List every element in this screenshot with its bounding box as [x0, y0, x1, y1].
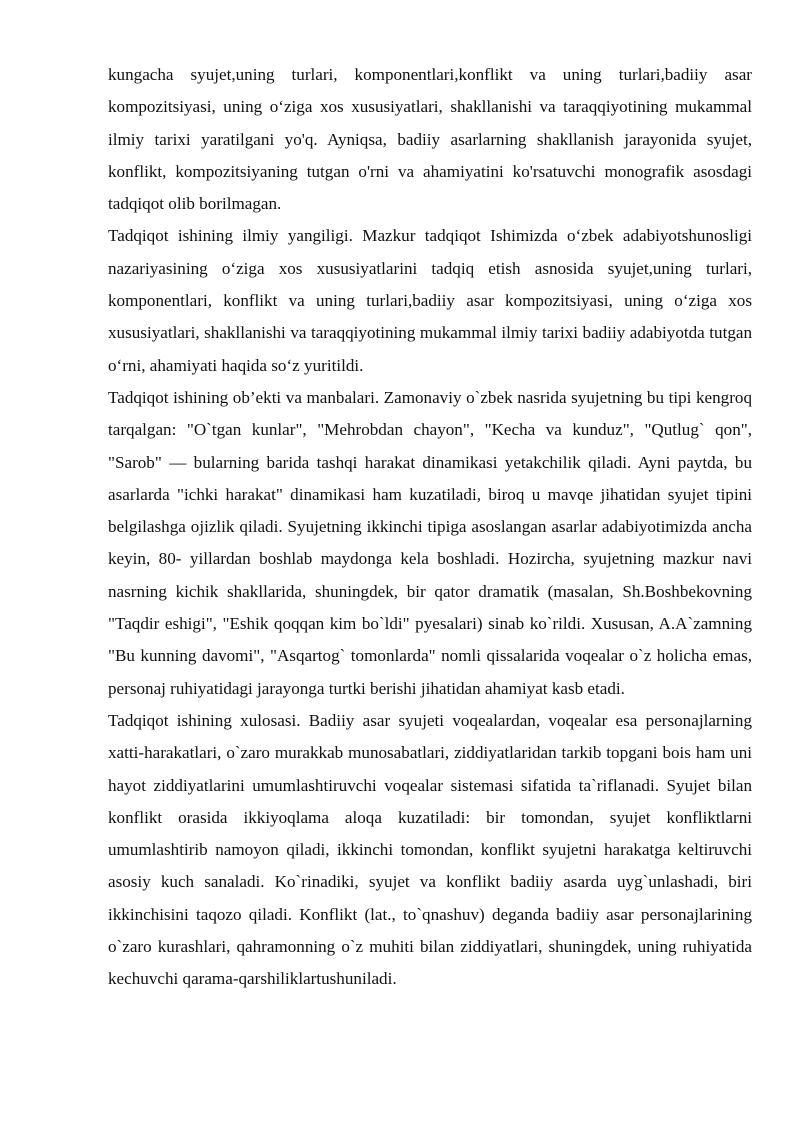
paragraph-conclusion: Tadqiqot ishining xulosasi. Badiiy asar syujeti voqealardan, voqealar esa personajlarning xatti-harakatlari, o`zaro murakkab munosabatlari, ziddiyatlaridan tarkib topgani bois ham uni hayot ziddiyatlarini umumlashtiruvchi voqealar sistemasi sifatida ta`riflanadi. Syujet bilan konflikt orasida ikkiyoqlama aloqa kuzatiladi: bir tomondan, syujet konfliktlarni umumlashtirib namoyon qiladi, ikkinchi tomondan, konflikt syujetni harakatga keltiruvchi asosiy kuch sanaladi. Ko`rinadiki, syujet va konflikt badiiy asarda uyg`unlashadi, biri ikkinchisini taqozo qiladi. Konflikt (lat., to`qnashuv) deganda badiiy asar personajlarining o`zaro kurashlari, qahramonning o`z muhiti bilan ziddiyatlari, shuningdek, uning ruhiyatida kechuvchi qarama-qarshiliklartushuniladi.: [108, 710, 752, 989]
paragraph-intro-continuation: kungacha syujet,uning turlari, komponentlari,konflikt va uning turlari,badiiy asar kompozitsiyasi, uning o‘ziga xos xususiyatlari, shakllanishi va taraqqiyotining mukammal ilmiy tarixi yaratilgani yo'q. Ayniqsa, badiiy asarlarning shakllanish jarayonida syujet, konflikt, kompozitsiyaning tutgan o'rni va ahamiyatini ko'rsatuvchi monografik asosdagi tadqiqot olib borilmagan.: [108, 65, 752, 214]
paragraph-object-and-sources: Tadqiqot ishining ob’ekti va manbalari. Zamonaviy o`zbek nasrida syujetning bu tipi kengroq tarqalgan: "O`tgan kunlar", "Mehrobdan chayon", "Kecha va kunduz", "Qutlug` qon", "Sarob" — bularning barida tashqi harakat dinamikasi yetakchilik qiladi. Ayni paytda, bu asarlarda "ichki harakat" dinamikasi ham kuzatiladi, biroq u mavqe jihatidan syujet tipini belgilashga ojizlik qiladi. Syujetning ikkinchi tipiga asoslangan asarlar adabiyotimizda ancha keyin, 80- yillardan boshlab maydonga kela boshladi. Hozircha, syujetning mazkur navi nasrning kichik shakllarida, shuningdek, bir qator dramatik (masalan, Sh.Boshbekovning "Taqdir eshigi", "Eshik qoqqan kim bo`ldi" pyesalari) sinab ko`rildi. Xususan, A.A`zamning "Bu kunning davomi", "Asqartog` tomonlarda" nomli qissalarida voqealar o`z holicha emas, personaj ruhiyatidagi jarayonga turtki berishi jihatidan ahamiyat kasb etadi.: [108, 387, 752, 698]
paragraph-scientific-novelty: Tadqiqot ishining ilmiy yangiligi. Mazkur tadqiqot Ishimizda o‘zbek adabiyotshunosligi nazariyasining o‘ziga xos xususiyatlarini tadqiq etish asnosida syujet,uning turlari, komponentlari, konflikt va uning turlari,badiiy asar kompozitsiyasi, uning o‘ziga xos xususiyatlari, shakllanishi va taraqqiyotining mukammal ilmiy tarixi badiiy adabiyotda tutgan o‘rni, ahamiyati haqida so‘z yuritildi.: [108, 226, 752, 375]
document-page: [108, 59, 752, 996]
